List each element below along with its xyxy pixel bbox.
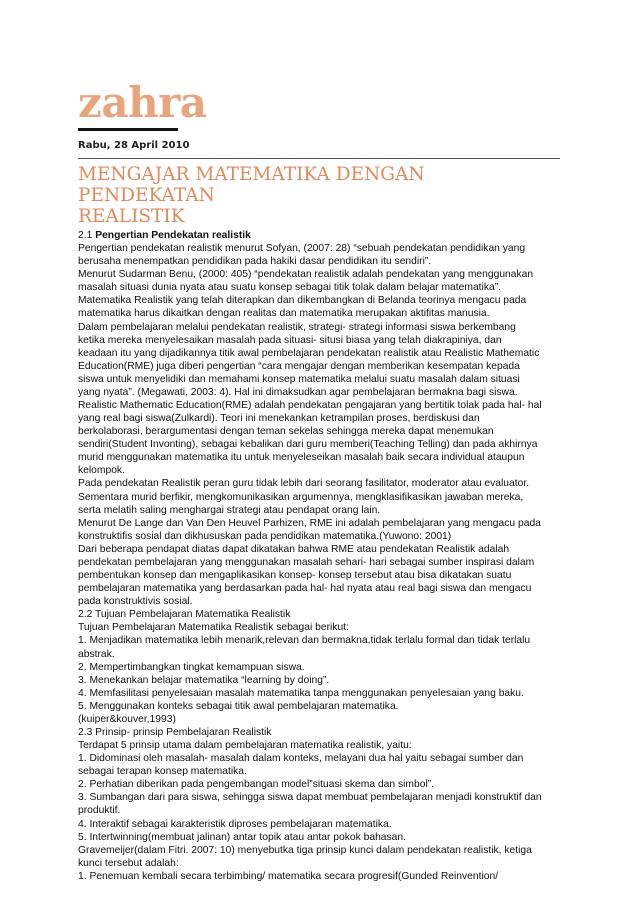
section-heading-text: Pengertian Pendekatan realistik xyxy=(95,230,251,241)
section-number: 2.1 xyxy=(78,230,93,241)
post-title[interactable] xyxy=(78,164,560,227)
body-line: pada konstruktivis sosial. xyxy=(78,596,193,608)
title-underline xyxy=(78,128,178,131)
body-line: 4. Memfasilitasi penyelesaian masalah matematika tanpa menggunakan penyelesaian yang baku. xyxy=(78,687,524,699)
body-line: murid menggunakan matematika itu untuk menyeleseikan masalah baik secara individual ataupun xyxy=(78,452,525,464)
body-line: serta melatih saling menghargai strategi atau pendapat orang lain. xyxy=(78,504,381,516)
body-line: Pengertian pendekatan realistik menurut Sofyan, (2007: 28) “sebuah pendekatan pendidikan yang xyxy=(78,243,526,255)
body-line: 3. Sumbangan dari para siswa, sehingga siswa dapat membuat pembelajaran menjadi konstruktif dan xyxy=(78,792,542,804)
body-line: produktif. xyxy=(78,805,121,817)
body-line: Dari beberapa pendapat diatas dapat dikatakan bahwa RME atau pendekatan Realistik adalah xyxy=(78,543,510,555)
body-line: masalah situasi dunia nyata atau suatu konsep sebagai titik tolak dalam belajar matematika”. xyxy=(78,282,501,294)
body-line: yang real bagi siswa(Zulkardi). Teori ini menekankan ketrampilan proses, berdiskusi dan xyxy=(78,413,480,425)
body-line: 2.2 Tujuan Pembelajaran Matematika Realistik xyxy=(78,609,291,621)
body-line: yang nyata”. (Megawati, 2003: 4). Hal ini dimaksudkan agar pembelajaran bermakna bagi siswa. xyxy=(78,386,518,398)
body-line: Terdapat 5 prinsip utama dalam pembelajaran matematika realistik, yaitu: xyxy=(78,740,412,752)
body-line: matematika harus dikaitkan dengan realitas dan matematika merupakan aktifitas manusia. xyxy=(78,308,490,320)
post-date: Rabu, 28 April 2010 xyxy=(78,140,190,151)
body-line: Menurut De Lange dan Van Den Heuvel Parhizen, RME ini adalah pembelajaran yang mengacu pada xyxy=(78,517,541,529)
body-line: 5. Menggunakan konteks sebagai titik awal pembelajaran matematika. xyxy=(78,700,399,712)
body-line: sebagai terapan konsep matematika. xyxy=(78,766,247,778)
body-line: keadaan itu yang dijadikannya titik awal pembelajaran pendekatan realistik atau Realistic Mathematic xyxy=(78,347,540,359)
body-line: berkolaborasi, berargumentasi dengan teman sekelas sehingga mereka dapat menemukan xyxy=(78,426,494,438)
body-line: 2.3 Prinsip- prinsip Pembelajaran Realistik xyxy=(78,726,272,738)
body-line: Matematika Realistik yang telah diterapkan dan dikembangkan di Belanda teorinya mengacu pada xyxy=(78,295,527,307)
body-line: 4. Interaktif sebagai karakteristik diproses pembelajaran matematika. xyxy=(78,818,392,830)
body-line: pendekatan pembelajaran yang menggunakan masalah sehari- hari sebagai sumber inspirasi dalam xyxy=(78,556,535,568)
body-line: Gravemeijer(dalam Fitri. 2007: 10) menyebutka tiga prinsip kunci dalam pendekatan realistik, ketiga xyxy=(78,844,532,856)
blog-name[interactable]: zahra xyxy=(78,78,207,127)
body-line: 5. Intertwinning(membuat jalinan) antar topik atau antar pokok bahasan. xyxy=(78,831,406,843)
body-line: Dalam pembelajaran melalui pendekatan realistik, strategi- strategi informasi siswa berkembang xyxy=(78,321,516,333)
body-line: kelompok. xyxy=(78,465,125,477)
body-line: ketika mereka menyelesaikan masalah pada situasi- situsi biasa yang telah diakrapiniya, dan xyxy=(78,334,502,346)
body-line: Realistic Mathematic Education(RME) adalah pendekatan pengajaran yang bertitik tolak pada hal- hal xyxy=(78,400,542,412)
body-line: (kuiper&kouver,1993) xyxy=(78,713,176,725)
body-line: 3. Menekankan belajar matematika “learning by doing”. xyxy=(78,674,330,686)
blog-page xyxy=(78,80,560,883)
body-line: kunci tersebut adalah: xyxy=(78,857,179,869)
body-line: 2. Perhatian diberikan pada pengembangan model”situasi skema dan simbol”. xyxy=(78,779,435,791)
body-line: 1. Menjadikan matematika lebih menarik,relevan dan bermakna,tidak terlalu formal dan tidak terlalu xyxy=(78,635,531,647)
body-line: Education(RME) juga diberi pengertian “cara mengajar dengan memberikan kesempatan kepada xyxy=(78,360,520,372)
post-body xyxy=(78,229,560,883)
body-line: Pada pendekatan Realistik peran guru tidak lebih dari seorang fasilitator, moderator atau evaluator. xyxy=(78,478,530,490)
body-line: pembelajaran matematika yang berdasarkan pada hal- hal nyata atau real bagi siswa dan mengacu xyxy=(78,583,532,595)
body-line: siswa untuk menyelidiki dan memahami konsep matematika melalui suatu masalah dalam situasi xyxy=(78,373,520,385)
post-title-line: MENGAJAR MATEMATIKA DENGAN PENDEKATAN xyxy=(78,164,425,206)
body-lines xyxy=(78,242,560,883)
body-line: 1. Didominasi oleh masalah- masalah dalam konteks, melayani dua hal yaitu sebagai sumber dan xyxy=(78,753,524,765)
body-line: abstrak. xyxy=(78,648,115,660)
section-heading xyxy=(78,229,560,242)
body-line: sendiri(Student Invonting), sebagai kebalikan dari guru memberi(Teaching Telling) dan pada akhirnya xyxy=(78,439,538,451)
body-line: pembentukan konsep dan mengaplikasikan konsep- konsep tersebut atau bisa dikatakan suatu xyxy=(78,570,512,582)
body-line: berusaha menempatkan pendidikan pada hakiki dasar pendidikan itu sendiri”. xyxy=(78,256,432,268)
date-divider xyxy=(78,158,560,159)
body-line: Sementara murid berfikir, mengkomunikasikan argumennya, mengklasifikasikan jawaban mereka, xyxy=(78,491,524,503)
body-line: konstruktifis sosial dan dikhususkan pada pendidikan matematika.(Yuwono: 2001) xyxy=(78,530,452,542)
post-title-line: REALISTIK xyxy=(78,206,185,227)
body-line: Menurut Sudarman Benu, (2000: 405) “pendekatan realistik adalah pendekatan yang menggunakan xyxy=(78,269,534,281)
body-line: 2. Mempertimbangkan tingkat kemampuan siswa. xyxy=(78,661,305,673)
body-line: 1. Penemuan kembali secara terbimbing/ matematika secara progresif(Gunded Reinvention/ xyxy=(78,870,499,882)
body-line: Tujuan Pembelajaran Matematika Realistik sebagai berikut: xyxy=(78,622,349,634)
